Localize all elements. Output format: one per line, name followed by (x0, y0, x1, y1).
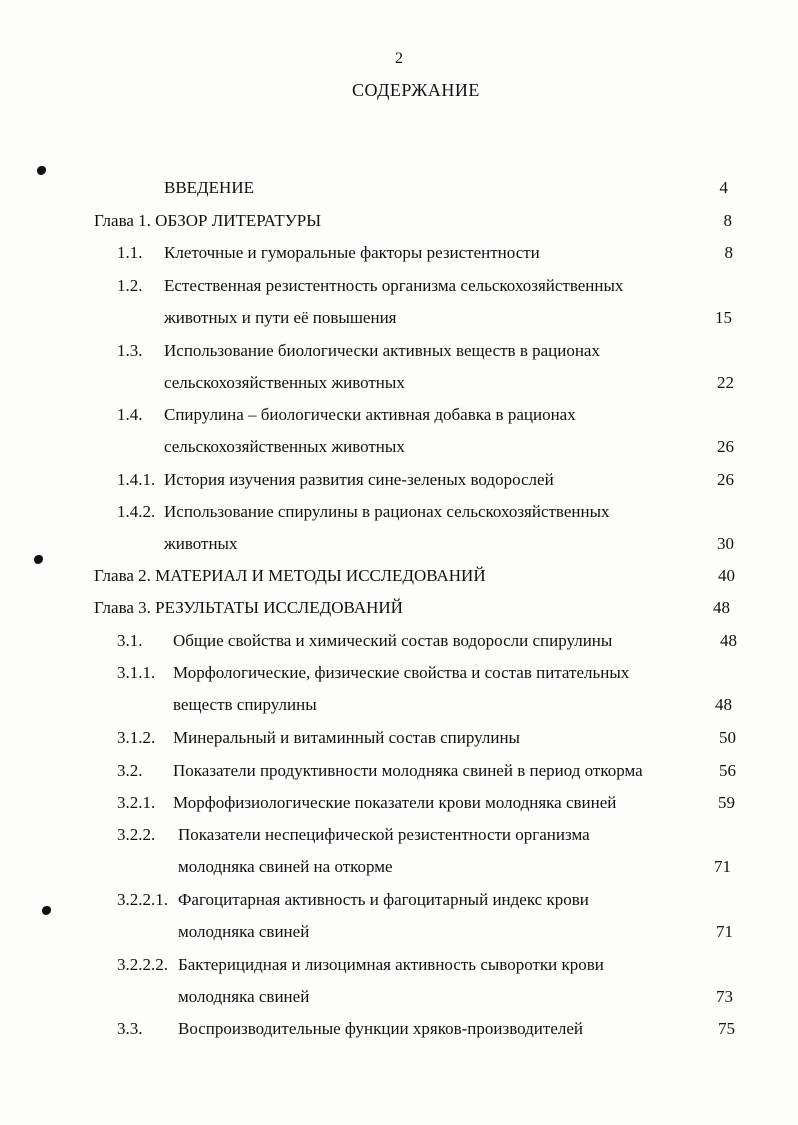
page-number: 2 (395, 50, 403, 67)
toc-entry-number: 3.3. (117, 1019, 143, 1038)
toc-entry-title-continued: животных и пути её повышения (164, 308, 397, 327)
toc-entry-number: 3.1.1. (117, 663, 156, 682)
toc-entry-title-continued: молодняка свиней на откорме (178, 857, 393, 876)
toc-entry-page: 26 (717, 470, 734, 489)
scan-speck (34, 555, 43, 564)
toc-entry-title: Бактерицидная и лизоцимная активность сыворотки крови (178, 955, 604, 974)
toc-entry-number: 1.4.2. (117, 502, 156, 521)
toc-entry-number: 3.2.2. (117, 825, 156, 844)
toc-entry-number: 1.3. (117, 341, 143, 360)
toc-entry-title-continued: сельскохозяйственных животных (164, 373, 405, 392)
toc-entry-number: 1.4. (117, 405, 143, 424)
toc-entry-page: 30 (717, 534, 734, 553)
toc-entry-title: История изучения развития сине-зеленых водорослей (164, 470, 554, 489)
toc-entry-number: 3.2.1. (117, 793, 156, 812)
toc-entry-title: Фагоцитарная активность и фагоцитарный индекс крови (178, 890, 589, 909)
toc-entry-number: 3.2.2.1. (117, 890, 168, 909)
toc-entry-page: 8 (724, 243, 733, 262)
toc-entry-page: 71 (714, 857, 731, 876)
toc-entry-number: 3.1.2. (117, 728, 156, 747)
toc-entry-title: Морфологические, физические свойства и состав питательных (173, 663, 630, 682)
scan-speck (37, 166, 46, 175)
toc-entry-title: Глава 3. РЕЗУЛЬТАТЫ ИССЛЕДОВАНИЙ (94, 598, 403, 617)
toc-entry-page: 40 (718, 566, 735, 585)
toc-entry-title: Спирулина – биологически активная добавка в рационах (164, 405, 576, 424)
toc-entry-page: 4 (719, 178, 728, 197)
toc-entry-number: 3.1. (117, 631, 143, 650)
toc-entry-number: 3.2. (117, 761, 143, 780)
toc-entry-title: Клеточные и гуморальные факторы резистентности (164, 243, 540, 262)
toc-entry-page: 75 (718, 1019, 735, 1038)
toc-entry-page: 26 (717, 437, 734, 456)
toc-entry-page: 48 (720, 631, 737, 650)
toc-entry-page: 56 (719, 761, 736, 780)
toc-entry-number: 1.4.1. (117, 470, 156, 489)
toc-entry-title: Показатели неспецифической резистентности организма (178, 825, 590, 844)
toc-entry-title: Воспроизводительные функции хряков-производителей (178, 1019, 583, 1038)
toc-entry-title: Глава 2. МАТЕРИАЛ И МЕТОДЫ ИССЛЕДОВАНИЙ (94, 566, 486, 585)
toc-entry-page: 73 (716, 987, 733, 1006)
toc-entry-page: 15 (715, 308, 732, 327)
toc-entry-page: 48 (713, 598, 730, 617)
toc-entry-page: 48 (715, 695, 732, 714)
toc-entry-title: Использование спирулины в рационах сельскохозяйственных (164, 502, 610, 521)
toc-entry-page: 71 (716, 922, 733, 941)
toc-entry-title: Минеральный и витаминный состав спирулины (173, 728, 520, 747)
toc-entry-title: Общие свойства и химический состав водоросли спирулины (173, 631, 613, 650)
page-title: СОДЕРЖАНИЕ (352, 80, 480, 100)
toc-entry-page: 8 (723, 211, 732, 230)
toc-entry-number: 1.2. (117, 276, 143, 295)
toc-entry-page: 50 (719, 728, 736, 747)
toc-entry-page: 59 (718, 793, 735, 812)
toc-entry-title-continued: веществ спирулины (173, 695, 317, 714)
toc-entry-title: Использование биологически активных веществ в рационах (164, 341, 600, 360)
toc-entry-title-continued: сельскохозяйственных животных (164, 437, 405, 456)
toc-entry-title-continued: животных (164, 534, 238, 553)
toc-entry-page: 22 (717, 373, 734, 392)
scan-speck (42, 906, 51, 915)
toc-entry-title: Глава 1. ОБЗОР ЛИТЕРАТУРЫ (94, 211, 322, 230)
toc-entry-title: ВВЕДЕНИЕ (164, 178, 254, 197)
toc-entry-title-continued: молодняка свиней (178, 922, 310, 941)
toc-entry-number: 1.1. (117, 243, 143, 262)
toc-entry-title-continued: молодняка свиней (178, 987, 310, 1006)
toc-entry-title: Морфофизиологические показатели крови молодняка свиней (173, 793, 617, 812)
toc-entry-number: 3.2.2.2. (117, 955, 168, 974)
toc-entry-title: Показатели продуктивности молодняка свиней в период откорма (173, 761, 643, 780)
toc-entry-title: Естественная резистентность организма сельскохозяйственных (164, 276, 624, 295)
